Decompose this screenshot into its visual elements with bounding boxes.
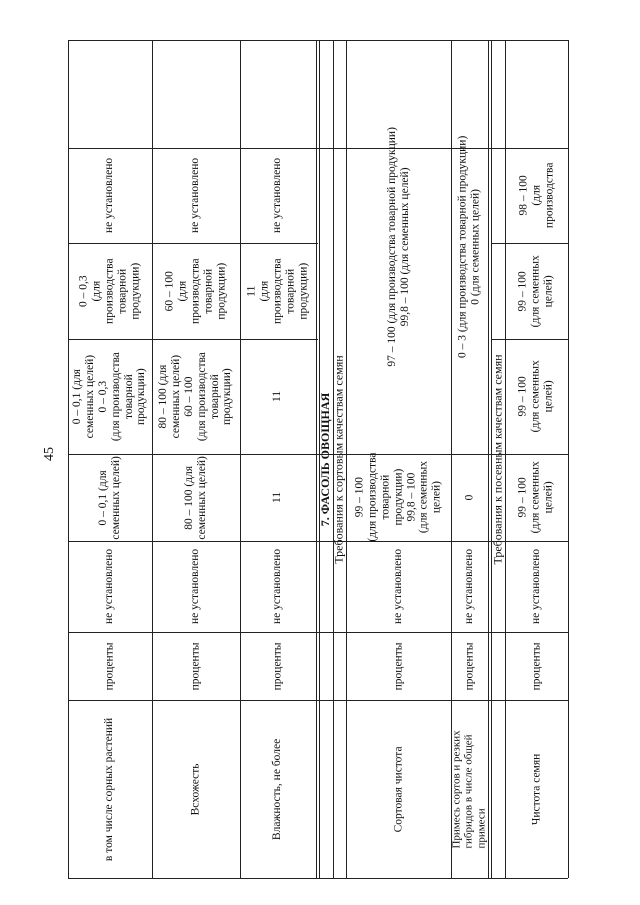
moisture-repr1-cell — [240, 339, 316, 454]
weeds-repr1: 0 – 0,1 (для семенных целей) 0 – 0,3 (для производства товарной продукции) — [71, 351, 148, 442]
moisture-elite: 11 — [271, 491, 284, 504]
moisture-elite-cell — [240, 454, 316, 541]
seed-purity-repr2-cell — [505, 243, 568, 339]
germination-repr1-cell — [152, 339, 240, 454]
moisture-repr2-cell — [240, 243, 316, 339]
admixture-elite: 0 — [463, 494, 476, 501]
germination-unit-cell — [152, 632, 240, 700]
varietal-purity-orig-seeds-cell — [346, 541, 451, 632]
seed-purity-repr1: 99 – 100 (для семенных целей) — [517, 360, 555, 433]
admixture-indicator: Примесь сортов и резких гибридов в числе общей примеси — [451, 729, 488, 849]
subsection-sowing-band — [491, 40, 505, 878]
moisture-orig-seeds-cell — [240, 541, 316, 632]
weeds-repr2: 0 – 0,3 (для производства товарной продукции) — [77, 258, 142, 324]
section-title: 7. ФАСОЛЬ ОВОЩНАЯ — [318, 392, 333, 526]
seed-purity-repr2: 99 – 100 (для семенных целей) — [517, 254, 555, 328]
seed-purity-hybrid-cell — [505, 148, 568, 243]
moisture-indicator: Влажность, не более — [271, 738, 284, 840]
moisture-indicator-cell — [240, 700, 316, 878]
varietal-purity-unit: проценты — [392, 642, 405, 690]
varietal-purity-rest: 97 – 100 (для производства товарной продукции) 99,8 – 100 (для семенных целей) — [385, 127, 411, 367]
seed-purity-elite: 99 – 100 (для семенных целей) — [517, 461, 555, 534]
admixture-indicator-cell — [451, 700, 488, 878]
seed-purity-repr1-cell — [505, 339, 568, 454]
weeds-hybrid: не установлено — [103, 157, 116, 234]
germination-repr1: 80 – 100 (для семенных целей) 60 – 100 (для производства товарной продукции) — [157, 351, 234, 442]
moisture-hybrid: не установлено — [271, 157, 284, 234]
weeds-unit: проценты — [103, 642, 116, 690]
germination-unit: проценты — [189, 642, 202, 690]
admixture-orig-seeds: не установлено — [463, 548, 476, 625]
admixture-unit-cell — [451, 632, 488, 700]
moisture-hybrid-cell — [240, 148, 316, 243]
germination-elite: 80 – 100 (для семенных целей) — [183, 455, 208, 540]
moisture-repr1: 11 — [271, 390, 284, 403]
moisture-orig-seeds: не установлено — [271, 548, 284, 625]
subsection-sowing: Требования к посевным качествам семян — [490, 353, 505, 565]
page-number: 45 — [42, 447, 57, 461]
admixture-elite-cell — [451, 454, 488, 541]
germination-indicator-cell — [152, 700, 240, 878]
subsection-varietal: Требования к сортовым качествам семян — [332, 354, 346, 564]
seed-purity-elite-cell — [505, 454, 568, 541]
varietal-purity-unit-cell — [346, 632, 451, 700]
weeds-indicator: в том числе сорных растений — [103, 717, 116, 861]
weeds-orig-seeds: не установлено — [103, 548, 116, 625]
moisture-unit-cell — [240, 632, 316, 700]
moisture-unit: проценты — [271, 642, 284, 690]
germination-elite-cell — [152, 454, 240, 541]
seed-purity-hybrid: 98 – 100 (для производства — [517, 162, 555, 229]
seed-purity-orig-seeds: не установлено — [530, 548, 543, 625]
admixture-orig-seeds-cell — [451, 541, 488, 632]
weeds-elite-cell — [68, 454, 152, 541]
weeds-repr2-cell — [68, 243, 152, 339]
weeds-repr1-cell — [68, 339, 152, 454]
admixture-rest: 0 – 3 (для производства товарной продукции) 0 (для семенных целей) — [456, 135, 482, 359]
germination-hybrid: не установлено — [189, 157, 202, 234]
seed-purity-indicator: Чистота семян — [530, 753, 543, 825]
seed-purity-unit-cell — [505, 632, 568, 700]
seed-purity-unit: проценты — [530, 642, 543, 690]
germination-indicator: Всхожесть — [189, 763, 202, 815]
seed-purity-indicator-cell — [505, 700, 568, 878]
varietal-purity-rest-cell — [346, 40, 451, 454]
admixture-rest-cell — [451, 40, 488, 454]
germination-orig-seeds-cell — [152, 541, 240, 632]
varietal-purity-indicator-cell — [346, 700, 451, 878]
germination-repr2-cell — [152, 243, 240, 339]
weeds-elite: 0 – 0,1 (для семенных целей) — [97, 455, 122, 540]
germination-orig-seeds: не установлено — [189, 548, 202, 625]
weeds-hybrid-cell — [68, 148, 152, 243]
subsection-varietal-band — [333, 40, 346, 878]
varietal-purity-orig-seeds: не установлено — [392, 548, 405, 625]
varietal-purity-elite: 99 – 100 (для производства товарной продукции) 99,8 – 100 (для семенных целей) — [353, 452, 443, 543]
germination-hybrid-cell — [152, 148, 240, 243]
admixture-unit: проценты — [463, 642, 476, 690]
weeds-unit-cell — [68, 632, 152, 700]
weeds-orig-seeds-cell — [68, 541, 152, 632]
varietal-purity-elite-cell — [346, 454, 451, 541]
moisture-repr2: 11 (для производства товарной продукции) — [245, 258, 310, 324]
seed-purity-orig-seeds-cell — [505, 541, 568, 632]
weeds-indicator-cell — [68, 700, 152, 878]
varietal-purity-indicator: Сортовая чистота — [392, 746, 405, 832]
germination-repr2: 60 – 100 (для производства товарной продукции) — [163, 258, 228, 324]
